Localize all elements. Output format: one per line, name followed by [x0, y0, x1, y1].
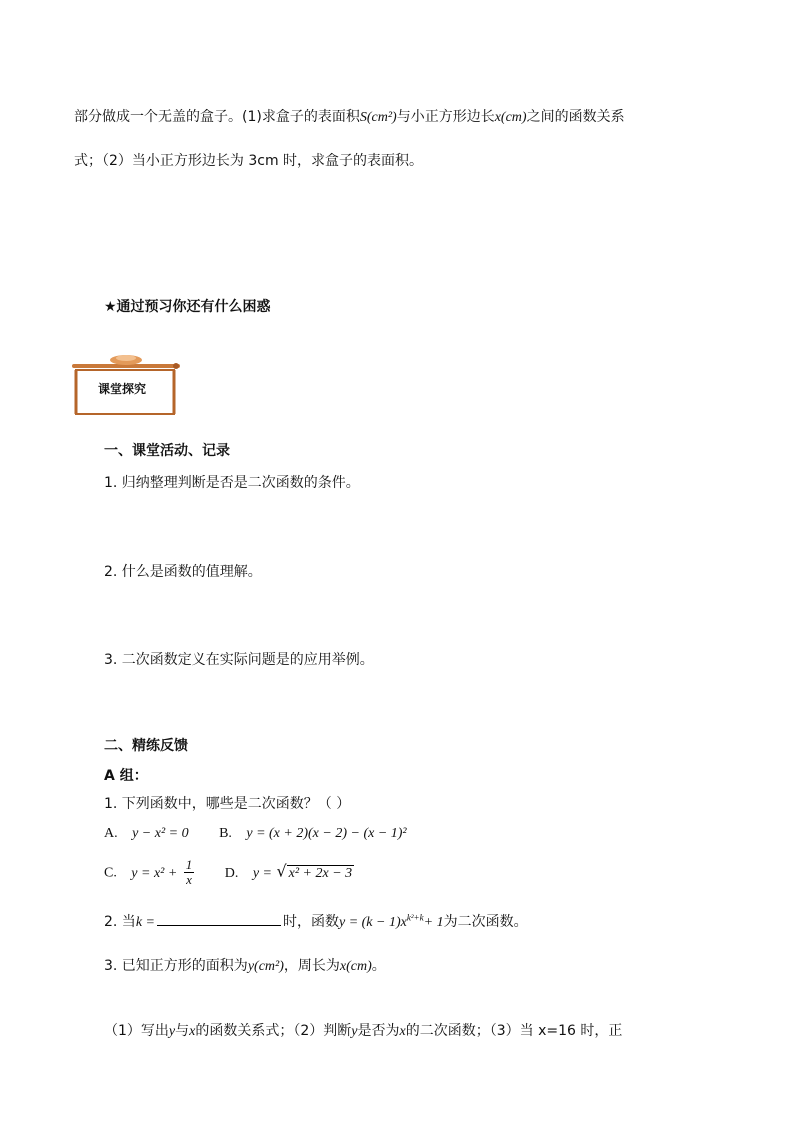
q2-text-c: 为二次函数。: [443, 914, 528, 930]
option-d-formula: y =: [252, 865, 272, 881]
q2-k: k =: [135, 915, 155, 930]
q2-text-a: 2. 当: [104, 914, 136, 930]
option-d-label: D.: [224, 865, 239, 881]
section1-item-2: 2. 什么是函数的值理解。: [104, 564, 262, 580]
q3-sub-a: （1）写出: [104, 1023, 169, 1039]
group-a-label: A 组：: [104, 768, 148, 784]
fraction-denominator: x: [186, 872, 192, 887]
q2-exponent: k²+k: [406, 912, 424, 923]
option-b-formula: y = (x + 2)(x − 2) − (x − 1)²: [246, 826, 407, 841]
q3-sub-y: y: [168, 1024, 176, 1039]
option-b-label: B.: [219, 826, 232, 841]
intro-text-a: 部分做成一个无盖的盒子。(1)求盒子的表面积: [74, 109, 360, 125]
q3-text-a: 3. 已知正方形的面积为: [104, 958, 248, 974]
question-1-options-ab: [104, 825, 407, 842]
question-3: [104, 955, 386, 975]
option-a-label: A.: [104, 826, 118, 841]
question-1: 1. 下列函数中，哪些是二次函数？（ ）: [104, 796, 351, 812]
intro-line-1: [74, 106, 625, 126]
option-d-radicand: x² + 2x − 3: [288, 865, 353, 881]
question-1-options-cd: [104, 858, 354, 887]
section1-item-1: 1. 归纳整理判断是否是二次函数的条件。: [104, 475, 360, 491]
q3-sub-x: x: [189, 1024, 196, 1039]
section1-title: 一、课堂活动、记录: [104, 443, 230, 459]
q3-text-c: 。: [371, 958, 386, 974]
q3-perimeter: x(cm): [339, 959, 372, 974]
question-2: [104, 911, 528, 931]
sqrt-icon: √: [276, 861, 287, 881]
q2-text-b: 时，函数: [282, 914, 339, 930]
intro-text-b: 与小正方形边长: [396, 109, 495, 125]
q3-sub-e: 的二次函数；（3）当 x=16 时，正: [405, 1023, 623, 1039]
section2-title: 二、精练反馈: [104, 738, 188, 754]
answer-blank[interactable]: [157, 911, 281, 926]
q3-area: y(cm²): [247, 959, 284, 974]
fraction-numerator: 1: [185, 857, 193, 872]
q3-sub-b: 与: [175, 1023, 190, 1039]
q2-formula-tail: + 1: [423, 915, 444, 930]
q3-sub-y2: y: [351, 1024, 358, 1039]
intro-math-side: x(cm): [494, 110, 527, 125]
intro-math-area: S(cm²): [359, 110, 397, 125]
option-c-formula: y = x² +: [131, 865, 178, 881]
question-3-subparts: [104, 1020, 622, 1040]
q3-sub-c: 的函数关系式；（2）判断: [195, 1023, 352, 1039]
option-c-fraction: [184, 858, 195, 887]
question-heading: ★通过预习你还有什么困惑: [104, 299, 271, 315]
banner-graphic: [70, 350, 182, 416]
q3-sub-x2: x: [399, 1024, 406, 1039]
banner-label: 课堂探究: [98, 382, 147, 396]
intro-text-c: 之间的函数关系: [526, 109, 625, 125]
q3-text-b: ，周长为: [283, 958, 340, 974]
section1-item-3: 3. 二次函数定义在实际问题是的应用举例。: [104, 652, 374, 668]
q3-sub-d: 是否为: [357, 1023, 400, 1039]
intro-line-2: 式；（2）当小正方形边长为 3cm 时，求盒子的表面积。: [74, 153, 424, 169]
option-a-formula: y − x² = 0: [132, 826, 189, 841]
option-c-label: C.: [104, 865, 117, 881]
q2-formula: y = (k − 1)x: [338, 915, 407, 930]
